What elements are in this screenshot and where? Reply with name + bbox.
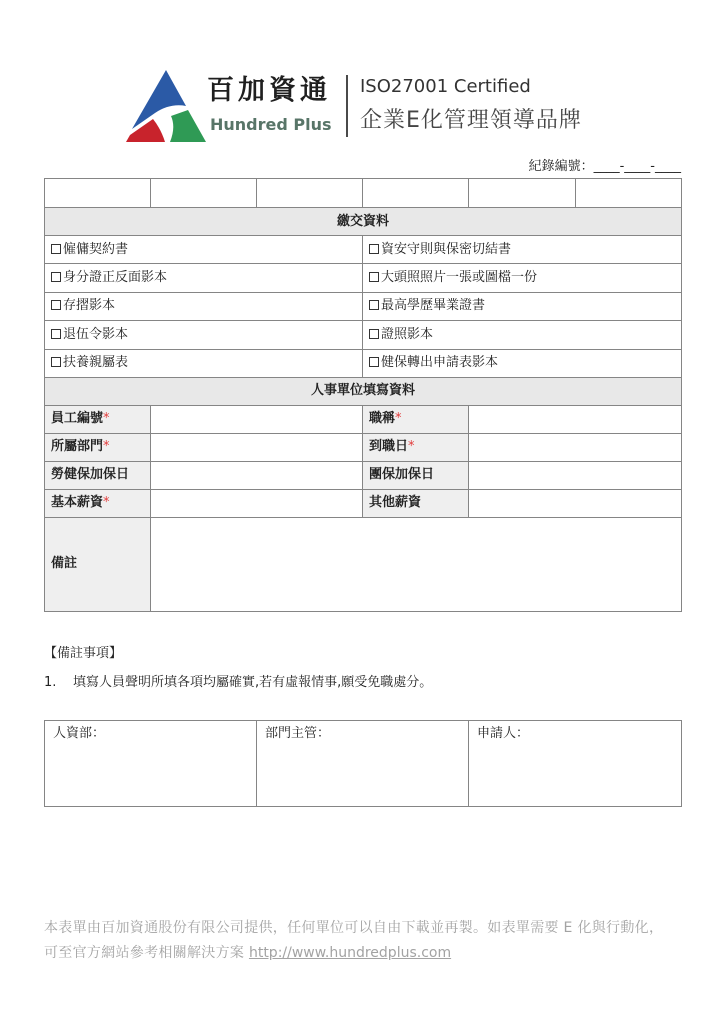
- submission-item-label: 最高學歷畢業證書: [381, 298, 486, 314]
- footer-line-1: 本表單由百加資通股份有限公司提供，任何單位可以自由下載並再製。如表單需要 E 化與行動化，: [44, 920, 664, 936]
- submission-item: [45, 321, 363, 349]
- checkbox-icon[interactable]: [369, 272, 379, 282]
- footer: [44, 916, 663, 966]
- required-mark: *: [103, 495, 110, 511]
- field-label-base-salary: [45, 489, 151, 517]
- submission-item: [363, 349, 682, 377]
- submission-item-label: 健保轉出申請表影本: [381, 355, 499, 371]
- personnel-header-row: [45, 377, 682, 405]
- required-mark: *: [395, 411, 402, 427]
- signature-applicant[interactable]: [469, 721, 682, 807]
- submission-item: [45, 264, 363, 292]
- submission-item: [45, 292, 363, 320]
- field-label-insurance-date: [45, 461, 151, 489]
- checkbox-icon[interactable]: [51, 272, 61, 282]
- checkbox-icon[interactable]: [369, 300, 379, 310]
- field-value-start-date[interactable]: [469, 433, 682, 461]
- personnel-row: [45, 461, 682, 489]
- blank-cell[interactable]: [257, 179, 363, 208]
- submission-item: [363, 292, 682, 320]
- personnel-row: [45, 405, 682, 433]
- blank-cell[interactable]: [151, 179, 257, 208]
- record-number-label: 紀錄編號：: [528, 159, 594, 174]
- checkbox-icon[interactable]: [51, 329, 61, 339]
- field-value-base-salary[interactable]: [151, 489, 363, 517]
- field-label-text: 基本薪資: [51, 495, 104, 511]
- field-label-text: 團保加保日: [369, 467, 435, 483]
- signature-label: 申請人：: [477, 726, 530, 741]
- field-value-insurance-date[interactable]: [151, 461, 363, 489]
- personnel-section-title: 人事單位填寫資料: [45, 377, 682, 405]
- checkbox-icon[interactable]: [51, 357, 61, 367]
- field-value-other-salary[interactable]: [469, 489, 682, 517]
- remarks-row: [45, 517, 682, 611]
- checkbox-icon[interactable]: [369, 244, 379, 254]
- personnel-row: [45, 433, 682, 461]
- submission-item: [45, 349, 363, 377]
- submission-item-label: 扶養親屬表: [63, 355, 129, 371]
- submission-row: [45, 264, 682, 292]
- field-label-group-insurance-date: [363, 461, 469, 489]
- field-label-text: 到職日: [369, 439, 409, 455]
- submission-header-row: [45, 208, 682, 236]
- field-label-department: [45, 433, 151, 461]
- website-link[interactable]: http://www.hundredplus.com: [248, 945, 452, 961]
- signature-label: 人資部：: [53, 726, 106, 741]
- field-value-employee-id[interactable]: [151, 405, 363, 433]
- submission-item: [363, 236, 682, 264]
- signature-row: [45, 721, 682, 807]
- certification-text: ISO27001 Certified: [360, 76, 531, 97]
- field-value-department[interactable]: [151, 433, 363, 461]
- field-label-job-title: [363, 405, 469, 433]
- field-label-text: 勞健保加保日: [51, 467, 130, 483]
- note-number: 1.: [44, 675, 57, 690]
- blank-cell[interactable]: [469, 179, 576, 208]
- footer-line-2: [44, 941, 663, 966]
- submission-item-label: 身分證正反面影本: [63, 270, 168, 286]
- signature-table: [44, 720, 682, 807]
- submission-section-title: 繳交資料: [45, 208, 682, 236]
- submission-item: [45, 236, 363, 264]
- signature-label: 部門主管：: [265, 726, 331, 741]
- submission-row: [45, 321, 682, 349]
- field-label-other-salary: [363, 489, 469, 517]
- submission-row: [45, 236, 682, 264]
- submission-row: [45, 349, 682, 377]
- submission-item-label: 僱傭契約書: [63, 241, 129, 257]
- footer-line-2-text: 可至官方網站參考相關解決方案: [44, 945, 249, 961]
- field-label-text: 其他薪資: [369, 495, 422, 511]
- checkbox-icon[interactable]: [51, 300, 61, 310]
- note-text: 填寫人員聲明所填各項均屬確實,若有虛報情事,願受免職處分。: [73, 675, 433, 690]
- remarks-value[interactable]: [151, 517, 682, 611]
- signature-manager[interactable]: [257, 721, 469, 807]
- logo-green-segment: [170, 110, 206, 142]
- remarks-label: 備註: [45, 517, 151, 611]
- required-mark: *: [103, 411, 110, 427]
- field-label-text: 員工編號: [51, 411, 104, 427]
- required-mark: *: [103, 439, 110, 455]
- blank-row: [45, 179, 682, 208]
- blank-cell[interactable]: [45, 179, 151, 208]
- checkbox-icon[interactable]: [369, 357, 379, 367]
- checkbox-icon[interactable]: [369, 329, 379, 339]
- brand-name-english: Hundred Plus: [210, 115, 332, 134]
- notes-title: 【備註事項】: [44, 646, 123, 661]
- submission-item-label: 存摺影本: [63, 298, 116, 314]
- submission-item-label: 大頭照照片一張或圖檔一份: [381, 270, 538, 286]
- blank-cell[interactable]: [576, 179, 682, 208]
- checkbox-icon[interactable]: [51, 244, 61, 254]
- brand-name-chinese: 百加資通: [207, 75, 331, 106]
- submission-item: [363, 321, 682, 349]
- signature-hr[interactable]: [45, 721, 257, 807]
- field-label-text: 所屬部門: [51, 439, 104, 455]
- header-divider: [346, 75, 348, 137]
- submission-item-label: 證照影本: [381, 326, 434, 342]
- submission-item-label: 退伍令影本: [63, 326, 129, 342]
- hundred-plus-logo-icon: [124, 68, 208, 144]
- note-item: [44, 674, 432, 692]
- submission-item-label: 資安守則與保密切結書: [381, 241, 512, 257]
- form-table: [44, 178, 682, 612]
- field-label-text: 職稱: [369, 411, 396, 427]
- field-value-job-title[interactable]: [469, 405, 682, 433]
- submission-item: [363, 264, 682, 292]
- field-value-group-insurance-date[interactable]: [469, 461, 682, 489]
- field-label-employee-id: [45, 405, 151, 433]
- personnel-row: [45, 489, 682, 517]
- brand-slogan: 企業E化管理領導品牌: [360, 108, 582, 133]
- submission-row: [45, 292, 682, 320]
- required-mark: *: [408, 439, 415, 455]
- record-number-blank[interactable]: ____-____-____: [593, 159, 681, 174]
- logo-red-segment: [126, 119, 165, 142]
- record-number: [529, 158, 681, 176]
- field-label-start-date: [363, 433, 469, 461]
- blank-cell[interactable]: [363, 179, 469, 208]
